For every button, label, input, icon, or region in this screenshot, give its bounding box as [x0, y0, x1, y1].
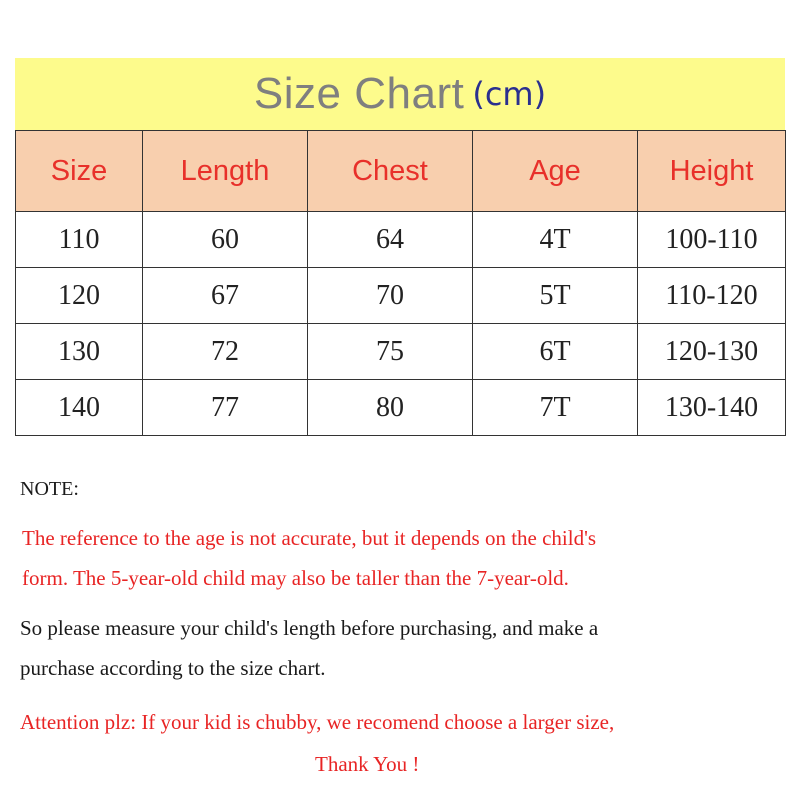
cell-height: 110-120 — [638, 268, 786, 324]
cell-chest: 75 — [308, 324, 473, 380]
cell-height: 100-110 — [638, 212, 786, 268]
cell-height: 130-140 — [638, 380, 786, 436]
cell-age: 4T — [473, 212, 638, 268]
cell-length: 72 — [143, 324, 308, 380]
title-text: Size Chart — [253, 69, 465, 118]
cell-size: 120 — [16, 268, 143, 324]
table-header-row — [16, 131, 786, 212]
header-length: Length — [143, 131, 308, 212]
table-row — [16, 212, 786, 268]
cell-chest: 64 — [308, 212, 473, 268]
thank-you-text: Thank You ! — [315, 752, 420, 776]
cell-length: 60 — [143, 212, 308, 268]
table-row — [16, 268, 786, 324]
cell-size: 140 — [16, 380, 143, 436]
title-unit: (cm) — [472, 75, 547, 113]
cell-age: 7T — [473, 380, 638, 436]
title-banner — [15, 58, 785, 130]
cell-height: 120-130 — [638, 324, 786, 380]
cell-size: 110 — [16, 212, 143, 268]
header-chest: Chest — [308, 131, 473, 212]
header-height: Height — [638, 131, 786, 212]
header-age: Age — [473, 131, 638, 212]
table-row — [16, 324, 786, 380]
page-title — [15, 58, 785, 130]
attention-note: Attention plz: If your kid is chubby, we recomend choose a larger size, — [20, 710, 615, 734]
cell-length: 67 — [143, 268, 308, 324]
cell-chest: 70 — [308, 268, 473, 324]
cell-length: 77 — [143, 380, 308, 436]
note-heading: NOTE: — [20, 478, 79, 500]
measure-advice-line-2: purchase according to the size chart. — [20, 656, 326, 680]
cell-size: 130 — [16, 324, 143, 380]
cell-age: 5T — [473, 268, 638, 324]
size-table — [15, 130, 786, 436]
table-row — [16, 380, 786, 436]
cell-chest: 80 — [308, 380, 473, 436]
age-disclaimer-line-2: form. The 5-year-old child may also be taller than the 7-year-old. — [22, 566, 569, 590]
cell-age: 6T — [473, 324, 638, 380]
measure-advice-line-1: So please measure your child's length before purchasing, and make a — [20, 616, 599, 640]
header-size: Size — [16, 131, 143, 212]
age-disclaimer-line-1: The reference to the age is not accurate, but it depends on the child's — [22, 526, 597, 550]
